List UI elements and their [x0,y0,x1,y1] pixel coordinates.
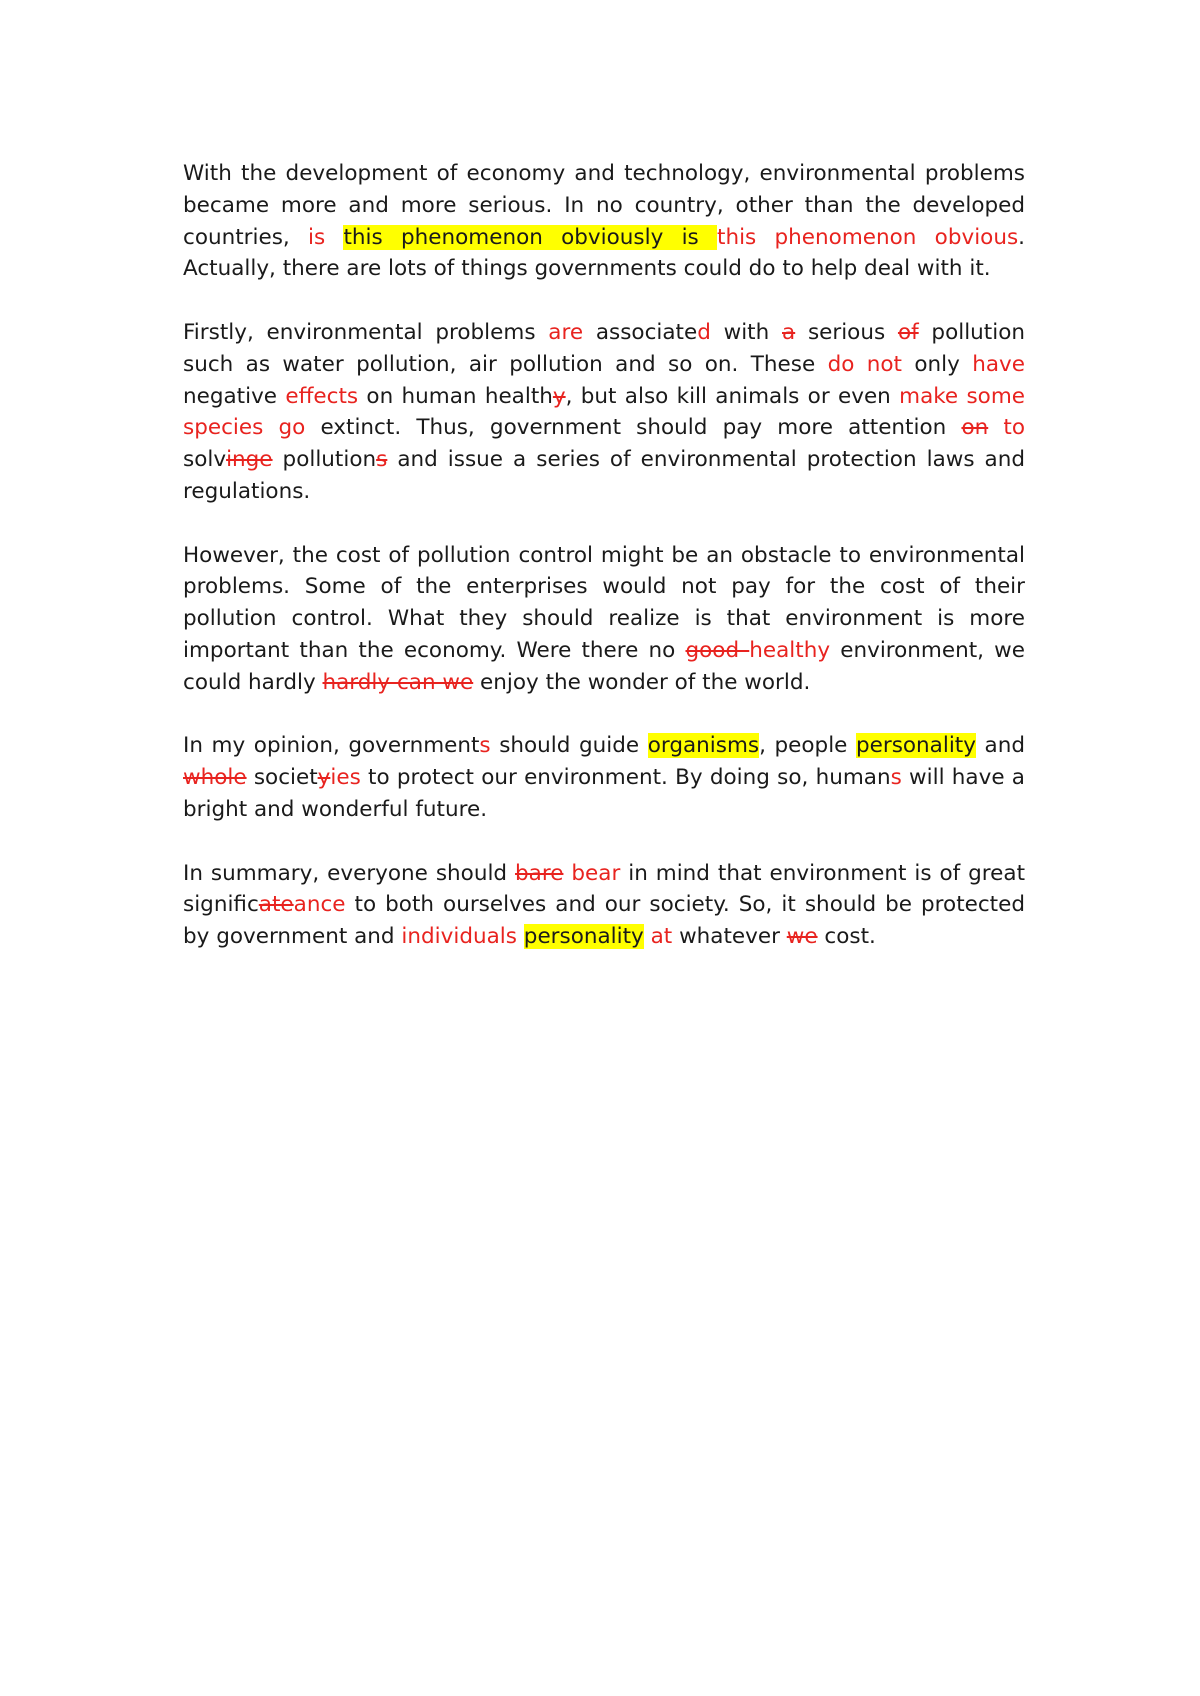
body-text: pollution [272,447,377,473]
correction-text: make some species go [183,383,1025,441]
body-text: on human health [358,383,553,409]
body-text: With the development of economy and technology, environmental problems became more and more serious. In no country, other than the developed countries, [183,161,1025,250]
body-text: only [901,351,973,377]
correction-text: is [308,224,326,250]
deleted-text: hardly can we [322,669,474,695]
body-text [644,924,651,949]
correction-text: to [1003,415,1025,441]
body-text: serious [795,319,898,345]
deleted-text: whole [183,765,247,791]
deleted-text: y [317,765,331,791]
correction-text: individuals [401,924,517,950]
body-text: societ [246,765,318,791]
deleted-text: y [552,383,566,409]
correction-text: s [479,733,491,759]
body-text: in mind that environment is of great signific [183,860,1026,918]
paragraph-3 [183,540,1025,699]
correction-text: at [650,924,673,950]
correction-text: have [972,351,1025,377]
correction-text: d [697,319,711,345]
paragraph-5 [183,858,1025,953]
deleted-text: good [685,637,750,663]
paragraph-2 [183,317,1025,508]
body-text: negative [183,383,286,409]
document-body [183,158,1025,985]
correction-text: ies [330,765,361,791]
body-text: pollution such as water pollution, air pollution and so on. These [183,319,1025,377]
correction-text: effects [285,383,359,409]
deleted-text: we [786,924,818,950]
body-text: Firstly, environmental problems [183,319,549,345]
highlighted-text: personality [855,733,976,759]
body-text [325,225,343,250]
body-text: associate [583,319,698,345]
paragraph-4 [183,730,1025,825]
body-text: whatever [672,924,787,950]
highlighted-text: personality [523,924,644,950]
deleted-text: a [782,319,796,345]
body-text: In my opinion, government [183,733,480,759]
body-text: will have a bright and wonderful future. [183,765,1025,822]
highlighted-text: this phenomenon obviously is [343,224,718,250]
deleted-text: s [376,447,388,473]
correction-text: s [890,765,902,791]
deleted-text: bare [515,860,564,886]
body-text [517,924,524,949]
correction-text: this phenomenon obvious [717,224,1019,250]
body-text: , but also kill animals or even [565,383,900,409]
body-text: cost. [817,924,876,950]
deleted-text: of [897,319,919,345]
body-text: solv [183,447,227,473]
body-text: enjoy the wonder of the world. [473,669,811,695]
paragraph-1 [183,158,1025,285]
correction-text: ance [293,892,346,918]
body-text: However, the cost of pollution control might be an obstacle to environmental problems. Some of the enterprises would not pay for the cost of their pollution control. What they should realize is that environment is more important than the economy. Were there no [183,542,1025,663]
deleted-text: inge [226,447,273,473]
body-text: . Actually, there are lots of things governments could do to help deal with it. [183,224,1025,282]
body-text: and issue a series of environmental protection laws and regulations. [183,447,1025,504]
body-text: extinct. Thus, government should pay more attention [305,415,962,441]
body-text: with [710,319,782,345]
body-text: environment, we could hardly [183,637,1025,695]
body-text: should guide [490,733,648,759]
body-text [988,415,1003,440]
deleted-text: ate [258,892,294,918]
body-text: to both ourselves and our society. So, it should be protected by government and [183,892,1025,950]
body-text: and [975,733,1025,759]
body-text: , people [759,733,856,759]
highlighted-text: organisms [647,733,760,759]
correction-text: bear [571,860,621,886]
correction-text: are [548,319,584,345]
correction-text: do not [827,351,902,377]
deleted-text: on [961,415,989,441]
correction-text: healthy [749,637,831,663]
body-text: In summary, everyone should [183,860,516,886]
body-text: to protect our environment. By doing so, human [360,765,891,791]
